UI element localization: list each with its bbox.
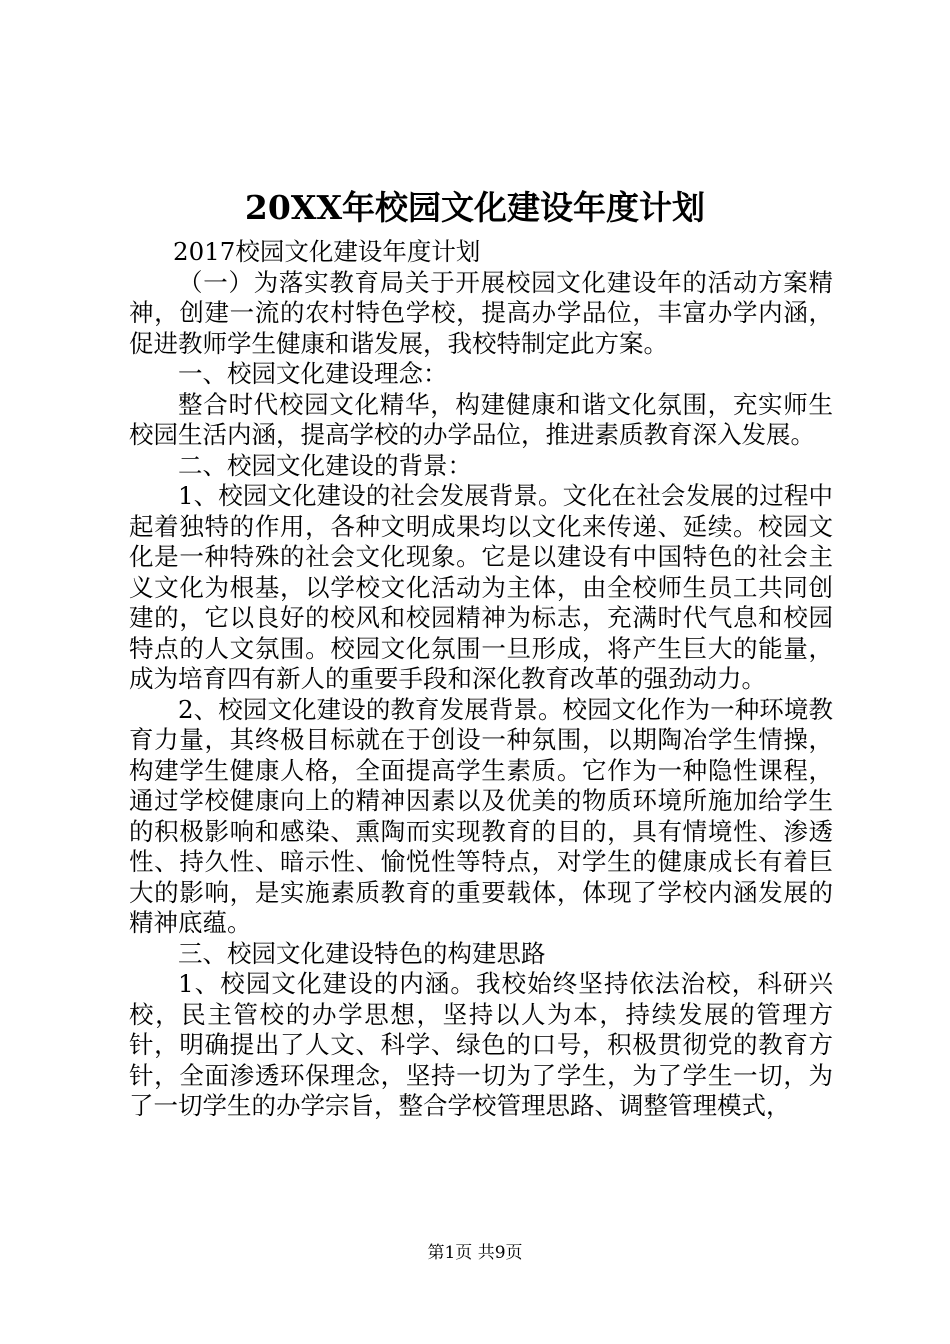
page-footer: 第1页 共9页: [427, 1243, 523, 1263]
document-body: [129, 237, 833, 1122]
document-title: 20XX年校园文化建设年度计划: [244, 188, 706, 227]
section-heading-concept: 一、校园文化建设理念：: [178, 359, 448, 388]
paragraph-concept: 整合时代校园文化精华，构建健康和谐文化氛围，充实师生校园生活内涵，提高学校的办学品位，推进素质教育深入发展。: [129, 389, 833, 449]
paragraph-intro: （一）为落实教育局关于开展校园文化建设年的活动方案精神，创建一流的农村特色学校，提高办学品位，丰富办学内涵，促进教师学生健康和谐发展，我校特制定此方案。: [129, 267, 833, 358]
section-heading-approach: 三、校园文化建设特色的构建思路: [178, 938, 546, 968]
paragraph-education-background: 2、校园文化建设的教育发展背景。校园文化作为一种环境教育力量，其终极目标就在于创设一种氛围，以期陶冶学生情操，构建学生健康人格，全面提高学生素质。它作为一种隐性课程，通过学校健康向上的精神因素以及优美的物质环境所施加给学生的积极影响和感染、熏陶而实现教育的目的，具有情境性、渗透性、持久性、暗示性、愉悦性等特点，对学生的健康成长有着巨大的影响，是实施素质教育的重要载体，体现了学校内涵发展的精神底蕴。: [129, 694, 833, 937]
paragraph-subtitle: 2017校园文化建设年度计划: [173, 237, 481, 266]
paragraph-social-background: 1、校园文化建设的社会发展背景。文化在社会发展的过程中起着独特的作用，各种文明成果均以文化来传递、延续。校园文化是一种特殊的社会文化现象。它是以建设有中国特色的社会主义文化为根基，以学校文化活动为主体，由全校师生员工共同创建的，它以良好的校风和校园精神为标志，充满时代气息和校园特点的人文氛围。校园文化氛围一旦形成，将产生巨大的能量，成为培育四有新人的重要手段和深化教育改革的强劲动力。: [129, 481, 833, 693]
paragraph-connotation: 1、校园文化建设的内涵。我校始终坚持依法治校，科研兴校，民主管校的办学思想，坚持以人为本，持续发展的管理方针，明确提出了人文、科学、绿色的口号，积极贯彻党的教育方针，全面渗透环保理念，坚持一切为了学生，为了学生一切，为了一切学生的办学宗旨，整合学校管理思路、调整管理模式，: [129, 969, 833, 1120]
section-heading-background: 二、校园文化建设的背景：: [178, 450, 472, 480]
